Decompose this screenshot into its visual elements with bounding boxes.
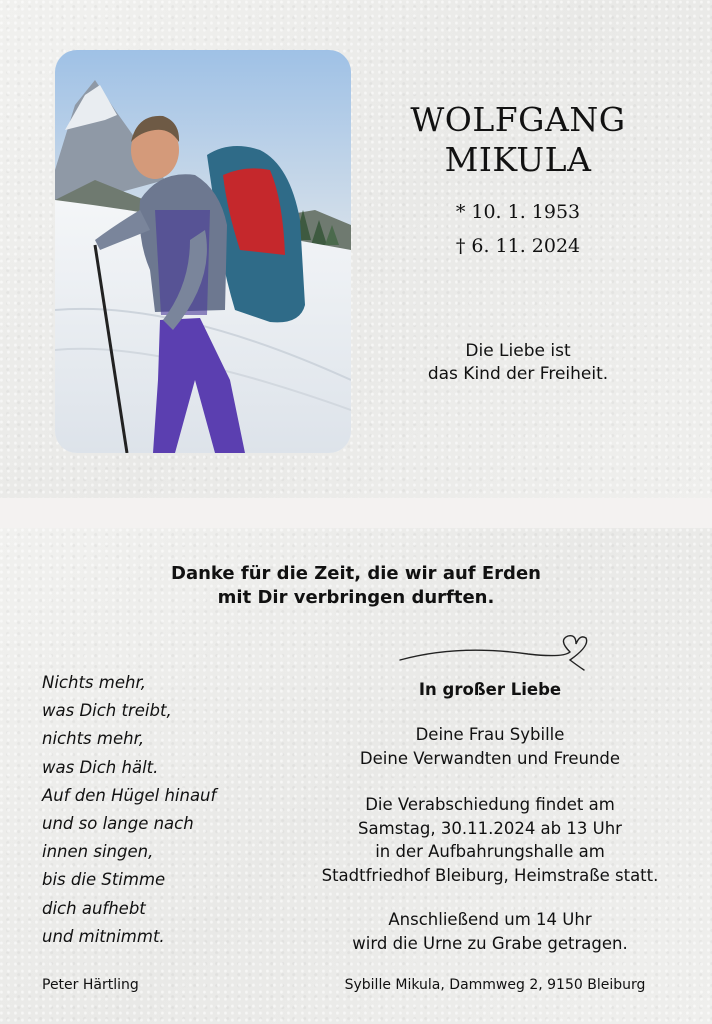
mourner-line: Deine Frau Sybille: [415, 725, 565, 744]
poem-line: innen singen,: [42, 842, 154, 862]
poem-line: Auf den Hügel hinauf: [42, 785, 217, 805]
mourners-list: [300, 723, 680, 770]
heart-flourish-icon: [398, 630, 588, 674]
service-details: [290, 793, 690, 887]
first-name: WOLFGANG: [410, 100, 626, 139]
service-line: Die Verabschiedung findet am: [365, 795, 615, 814]
poem-line: und mitnimmt.: [42, 926, 165, 946]
burial-line: Anschließend um 14 Uhr: [388, 910, 592, 929]
poem-author: Peter Härtling: [42, 977, 139, 993]
poem-line: nichts mehr,: [42, 729, 145, 749]
poem-line: was Dich hält.: [42, 757, 159, 777]
service-line: in der Aufbahrungshalle am: [375, 842, 605, 861]
poem-line: und so lange nach: [42, 814, 194, 834]
deceased-name: [390, 100, 646, 180]
poem-line: bis die Stimme: [42, 870, 166, 890]
death-date: † 6. 11. 2024: [455, 235, 581, 257]
quote-line: das Kind der Freiheit.: [427, 364, 609, 384]
poem-line: Nichts mehr,: [42, 673, 146, 692]
thanks-heading: [0, 562, 712, 610]
poem-line: was Dich treibt,: [42, 701, 172, 721]
service-line: Stadtfriedhof Bleiburg, Heimstraße statt.: [321, 865, 659, 885]
service-line: Samstag, 30.11.2024 ab 13 Uhr: [358, 818, 622, 838]
mourners-heading: In großer Liebe: [418, 680, 562, 699]
poem-line: dich aufhebt: [42, 898, 146, 918]
burial-line: wird die Urne zu Grabe getragen.: [352, 933, 628, 953]
birth-date: * 10. 1. 1953: [455, 201, 581, 223]
mourner-line: Deine Verwandten und Freunde: [359, 748, 621, 768]
contact-address: Sybille Mikula, Dammweg 2, 9150 Bleiburg: [344, 977, 646, 993]
portrait-photo: [55, 50, 351, 453]
burial-details: [300, 908, 680, 955]
quote-line: Die Liebe ist: [465, 341, 571, 361]
last-name: MIKULA: [444, 140, 592, 179]
thanks-line: mit Dir verbringen durften.: [217, 587, 495, 608]
poem: [42, 669, 282, 951]
thanks-line: Danke für die Zeit, die wir auf Erden: [171, 563, 541, 584]
memorial-quote: [380, 340, 656, 386]
obituary-card-front: [0, 0, 712, 498]
